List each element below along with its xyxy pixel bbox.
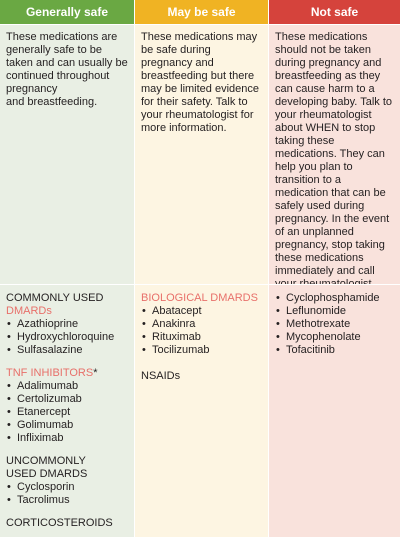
drug-list	[141, 305, 262, 357]
list-item: • Etanercept	[6, 406, 128, 419]
section-title-accent	[6, 367, 128, 380]
section-title: COMMONLY USED	[6, 292, 104, 304]
list-item: • Cyclophosphamide	[275, 292, 394, 305]
header-not-safe: Not safe	[269, 0, 400, 24]
section-title-text: TNF INHIBITORS	[6, 367, 94, 379]
section-title: UNCOMMONLY	[6, 455, 86, 467]
list-item: • Cyclosporin	[6, 481, 128, 494]
list-item: • Leflunomide	[275, 305, 394, 318]
description-generally-safe	[0, 24, 135, 284]
header-may-be-safe: May be safe	[135, 0, 269, 24]
header-generally-safe: Generally safe	[0, 0, 135, 24]
section-title: USED DMARDS	[6, 468, 88, 480]
drug-list	[6, 318, 128, 357]
list-item: • Infliximab	[6, 432, 128, 445]
list-item: • Adalimumab	[6, 380, 128, 393]
list-item: • Tofacitinib	[275, 344, 394, 357]
section-title: NSAIDs	[141, 370, 181, 382]
medications-not-safe	[269, 284, 400, 537]
drug-list	[275, 292, 394, 357]
list-item: • Mycophenolate	[275, 331, 394, 344]
list-item: • Anakinra	[141, 318, 262, 331]
description-text: These medications should not be taken during pregnancy and breastfeeding as they can cause harm to a developing baby. Talk to your rheumatologist about WHEN to stop taking these medications. They can help you plan to transition to a medication that can be safely used during pregnancy. In the event of an unplanned pregnancy, stop taking these medications immediately and call	[275, 31, 393, 277]
list-item: • Sulfasalazine	[6, 344, 128, 357]
medications-generally-safe	[0, 284, 135, 537]
medications-may-be-safe	[135, 284, 269, 537]
section-title: CORTICOSTEROIDS	[6, 517, 113, 529]
list-item: • Tacrolimus	[6, 494, 128, 507]
drug-list	[6, 380, 128, 445]
list-item: • Certolizumab	[6, 393, 128, 406]
section-title-accent: DMARDs	[6, 305, 52, 317]
list-item: • Golimumab	[6, 419, 128, 432]
list-item: • Azathioprine	[6, 318, 128, 331]
description-text: These medications are generally safe to be taken and can usually be continued throughout pregnancy and breastfeeding.	[6, 31, 128, 108]
section-title-accent: BIOLOGICAL DMARDS	[141, 292, 258, 304]
list-item: • Methotrexate	[275, 318, 394, 331]
description-text: These medications may be safe during pregnancy and breastfeeding but there may be limited evidence for their safety. Talk to your rheumatologist for more information.	[141, 31, 260, 134]
description-not-safe	[269, 24, 400, 284]
footnote-mark: *	[93, 367, 98, 379]
list-item: • Hydroxychloroquine	[6, 331, 128, 344]
list-item: • Tocilizumab	[141, 344, 262, 357]
list-item: • Abatacept	[141, 305, 262, 318]
description-may-be-safe	[135, 24, 269, 284]
drug-list	[6, 481, 128, 507]
list-item: • Rituximab	[141, 331, 262, 344]
